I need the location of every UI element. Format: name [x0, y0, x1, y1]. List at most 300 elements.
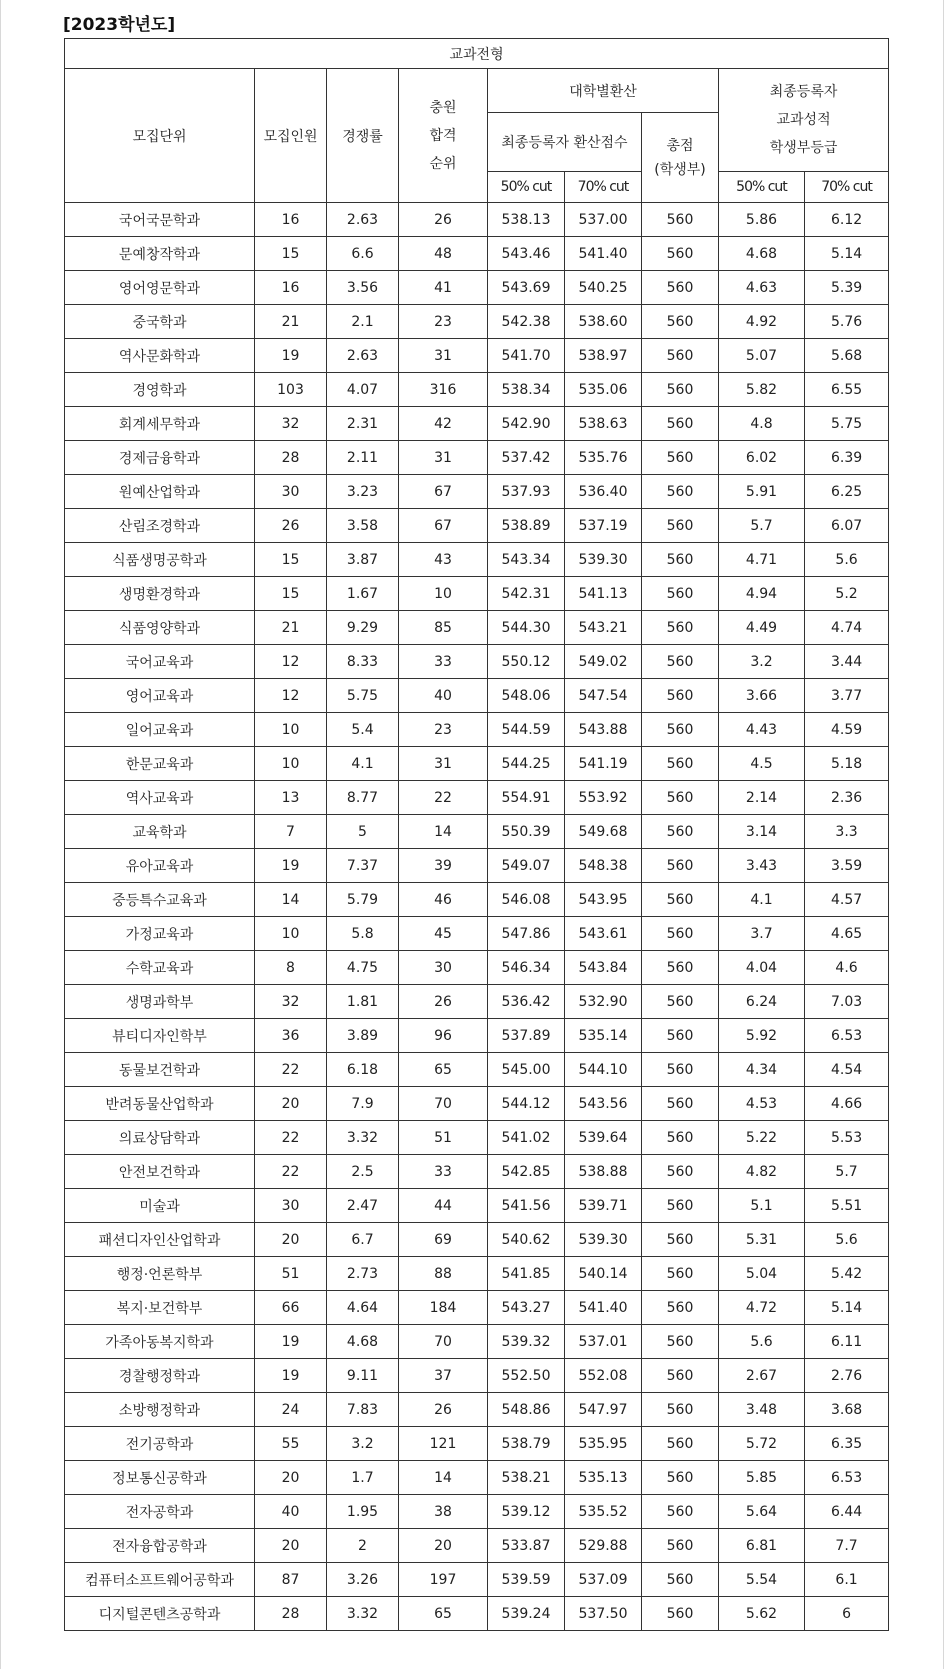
competition-cell: 5 — [327, 815, 399, 849]
dept-cell: 식품생명공학과 — [65, 543, 255, 577]
rank-cell: 70 — [399, 1325, 488, 1359]
table-row — [65, 815, 889, 849]
score-cut70-cell: 537.19 — [565, 509, 642, 543]
grade-cut70-cell: 6.55 — [805, 373, 889, 407]
rank-cell: 26 — [399, 1393, 488, 1427]
grade-cut50-cell: 4.92 — [719, 305, 805, 339]
header-group: 교과전형 — [65, 39, 889, 69]
rank-cell: 23 — [399, 305, 488, 339]
grade-cut70-cell: 6.35 — [805, 1427, 889, 1461]
score-cut50-cell: 536.42 — [488, 985, 565, 1019]
table-row — [65, 1087, 889, 1121]
grade-cut50-cell: 6.02 — [719, 441, 805, 475]
grade-cut50-cell: 5.04 — [719, 1257, 805, 1291]
total-cell: 560 — [642, 747, 719, 781]
competition-cell: 5.4 — [327, 713, 399, 747]
quota-cell: 19 — [255, 1325, 327, 1359]
score-cut70-cell: 541.40 — [565, 237, 642, 271]
table-row — [65, 713, 889, 747]
total-cell: 560 — [642, 985, 719, 1019]
grade-cut70-cell: 4.65 — [805, 917, 889, 951]
quota-cell: 14 — [255, 883, 327, 917]
rank-cell: 88 — [399, 1257, 488, 1291]
competition-cell: 3.56 — [327, 271, 399, 305]
quota-cell: 20 — [255, 1223, 327, 1257]
dept-cell: 가족아동복지학과 — [65, 1325, 255, 1359]
score-cut50-cell: 546.08 — [488, 883, 565, 917]
score-cut70-cell: 548.38 — [565, 849, 642, 883]
score-cut70-cell: 536.40 — [565, 475, 642, 509]
dept-cell: 전자공학과 — [65, 1495, 255, 1529]
dept-cell: 식품영양학과 — [65, 611, 255, 645]
dept-cell: 경영학과 — [65, 373, 255, 407]
score-cut70-cell: 538.88 — [565, 1155, 642, 1189]
header-total — [642, 113, 719, 203]
score-cut50-cell: 547.86 — [488, 917, 565, 951]
dept-cell: 안전보건학과 — [65, 1155, 255, 1189]
quota-cell: 55 — [255, 1427, 327, 1461]
grade-cut50-cell: 3.7 — [719, 917, 805, 951]
quota-cell: 28 — [255, 1597, 327, 1631]
quota-cell: 15 — [255, 543, 327, 577]
dept-cell: 뷰티디자인학부 — [65, 1019, 255, 1053]
total-cell: 560 — [642, 305, 719, 339]
competition-cell: 7.83 — [327, 1393, 399, 1427]
table-row — [65, 271, 889, 305]
grade-cut50-cell: 3.14 — [719, 815, 805, 849]
table-row — [65, 679, 889, 713]
table-row — [65, 917, 889, 951]
quota-cell: 36 — [255, 1019, 327, 1053]
score-cut70-cell: 532.90 — [565, 985, 642, 1019]
total-cell: 560 — [642, 1495, 719, 1529]
dept-cell: 영어교육과 — [65, 679, 255, 713]
score-cut50-cell: 550.39 — [488, 815, 565, 849]
grade-cut50-cell: 5.86 — [719, 203, 805, 237]
header-final-score: 최종등록자 환산점수 — [488, 113, 642, 172]
total-cell: 560 — [642, 1427, 719, 1461]
header-grade-cut50: 50% cut — [719, 172, 805, 203]
header-total-line1: 총점 — [666, 137, 694, 154]
score-cut50-cell: 543.27 — [488, 1291, 565, 1325]
grade-cut50-cell: 5.92 — [719, 1019, 805, 1053]
score-cut70-cell: 543.21 — [565, 611, 642, 645]
grade-cut50-cell: 2.67 — [719, 1359, 805, 1393]
table-row — [65, 509, 889, 543]
rank-cell: 46 — [399, 883, 488, 917]
score-cut50-cell: 538.79 — [488, 1427, 565, 1461]
quota-cell: 13 — [255, 781, 327, 815]
rank-cell: 20 — [399, 1529, 488, 1563]
score-cut50-cell: 554.91 — [488, 781, 565, 815]
header-univ-conv: 대학별환산 — [488, 69, 719, 113]
table-row — [65, 1223, 889, 1257]
grade-cut50-cell: 4.53 — [719, 1087, 805, 1121]
competition-cell: 6.6 — [327, 237, 399, 271]
grade-cut70-cell: 3.59 — [805, 849, 889, 883]
score-cut70-cell: 553.92 — [565, 781, 642, 815]
competition-cell: 2.63 — [327, 339, 399, 373]
quota-cell: 32 — [255, 985, 327, 1019]
competition-cell: 1.95 — [327, 1495, 399, 1529]
score-cut50-cell: 544.12 — [488, 1087, 565, 1121]
table-row — [65, 1393, 889, 1427]
competition-cell: 8.77 — [327, 781, 399, 815]
total-cell: 560 — [642, 917, 719, 951]
competition-cell: 9.29 — [327, 611, 399, 645]
table-row — [65, 1427, 889, 1461]
dept-cell: 디지털콘텐츠공학과 — [65, 1597, 255, 1631]
score-cut70-cell: 539.30 — [565, 1223, 642, 1257]
score-cut70-cell: 535.95 — [565, 1427, 642, 1461]
score-cut50-cell: 552.50 — [488, 1359, 565, 1393]
competition-cell: 3.32 — [327, 1121, 399, 1155]
competition-cell: 3.26 — [327, 1563, 399, 1597]
table-row — [65, 1053, 889, 1087]
grade-cut50-cell: 4.5 — [719, 747, 805, 781]
total-cell: 560 — [642, 1019, 719, 1053]
score-cut50-cell: 537.42 — [488, 441, 565, 475]
dept-cell: 동물보건학과 — [65, 1053, 255, 1087]
header-rank-line1: 충원 — [429, 99, 457, 116]
grade-cut70-cell: 7.7 — [805, 1529, 889, 1563]
table-row — [65, 1121, 889, 1155]
grade-cut70-cell: 4.74 — [805, 611, 889, 645]
grade-cut50-cell: 5.07 — [719, 339, 805, 373]
grade-cut70-cell: 5.14 — [805, 237, 889, 271]
score-cut50-cell: 549.07 — [488, 849, 565, 883]
total-cell: 560 — [642, 509, 719, 543]
table-row — [65, 951, 889, 985]
rank-cell: 44 — [399, 1189, 488, 1223]
score-cut50-cell: 545.00 — [488, 1053, 565, 1087]
header-total-line2: (학생부) — [654, 161, 706, 178]
score-cut50-cell: 540.62 — [488, 1223, 565, 1257]
score-cut70-cell: 543.56 — [565, 1087, 642, 1121]
score-cut70-cell: 547.54 — [565, 679, 642, 713]
score-cut70-cell: 535.06 — [565, 373, 642, 407]
score-cut70-cell: 535.14 — [565, 1019, 642, 1053]
dept-cell: 가정교육과 — [65, 917, 255, 951]
header-score-cut70: 70% cut — [565, 172, 642, 203]
rank-cell: 65 — [399, 1597, 488, 1631]
competition-cell: 4.64 — [327, 1291, 399, 1325]
dept-cell: 경찰행정학과 — [65, 1359, 255, 1393]
rank-cell: 23 — [399, 713, 488, 747]
score-cut50-cell: 550.12 — [488, 645, 565, 679]
header-rank-line2: 합격 — [429, 127, 457, 144]
rank-cell: 316 — [399, 373, 488, 407]
competition-cell: 5.75 — [327, 679, 399, 713]
total-cell: 560 — [642, 645, 719, 679]
grade-cut50-cell: 4.34 — [719, 1053, 805, 1087]
quota-cell: 10 — [255, 747, 327, 781]
dept-cell: 유아교육과 — [65, 849, 255, 883]
rank-cell: 67 — [399, 509, 488, 543]
grade-cut50-cell: 3.43 — [719, 849, 805, 883]
competition-cell: 2.73 — [327, 1257, 399, 1291]
quota-cell: 7 — [255, 815, 327, 849]
competition-cell: 3.2 — [327, 1427, 399, 1461]
rank-cell: 184 — [399, 1291, 488, 1325]
score-cut70-cell: 540.25 — [565, 271, 642, 305]
score-cut70-cell: 535.52 — [565, 1495, 642, 1529]
grade-cut70-cell: 5.51 — [805, 1189, 889, 1223]
quota-cell: 21 — [255, 305, 327, 339]
total-cell: 560 — [642, 849, 719, 883]
total-cell: 560 — [642, 951, 719, 985]
quota-cell: 26 — [255, 509, 327, 543]
grade-cut50-cell: 4.72 — [719, 1291, 805, 1325]
total-cell: 560 — [642, 1359, 719, 1393]
quota-cell: 10 — [255, 917, 327, 951]
score-cut50-cell: 533.87 — [488, 1529, 565, 1563]
rank-cell: 22 — [399, 781, 488, 815]
grade-cut70-cell: 4.57 — [805, 883, 889, 917]
header-rank — [399, 69, 488, 203]
total-cell: 560 — [642, 1087, 719, 1121]
grade-cut70-cell: 6.53 — [805, 1461, 889, 1495]
competition-cell: 4.68 — [327, 1325, 399, 1359]
header-final-grade — [719, 69, 889, 172]
grade-cut50-cell: 4.04 — [719, 951, 805, 985]
total-cell: 560 — [642, 407, 719, 441]
rank-cell: 37 — [399, 1359, 488, 1393]
competition-cell: 6.18 — [327, 1053, 399, 1087]
rank-cell: 69 — [399, 1223, 488, 1257]
rank-cell: 96 — [399, 1019, 488, 1053]
dept-cell: 한문교육과 — [65, 747, 255, 781]
grade-cut50-cell: 6.24 — [719, 985, 805, 1019]
quota-cell: 22 — [255, 1155, 327, 1189]
total-cell: 560 — [642, 1529, 719, 1563]
grade-cut50-cell: 5.7 — [719, 509, 805, 543]
table-row — [65, 1597, 889, 1631]
table-row — [65, 1325, 889, 1359]
rank-cell: 31 — [399, 747, 488, 781]
table-row — [65, 611, 889, 645]
grade-cut50-cell: 5.62 — [719, 1597, 805, 1631]
grade-cut70-cell: 2.36 — [805, 781, 889, 815]
score-cut70-cell: 552.08 — [565, 1359, 642, 1393]
score-cut70-cell: 538.60 — [565, 305, 642, 339]
total-cell: 560 — [642, 1393, 719, 1427]
score-cut70-cell: 535.76 — [565, 441, 642, 475]
rank-cell: 67 — [399, 475, 488, 509]
total-cell: 560 — [642, 373, 719, 407]
total-cell: 560 — [642, 543, 719, 577]
header-rank-line3: 순위 — [429, 155, 457, 172]
quota-cell: 16 — [255, 203, 327, 237]
grade-cut70-cell: 6.11 — [805, 1325, 889, 1359]
table-row — [65, 849, 889, 883]
score-cut50-cell: 543.34 — [488, 543, 565, 577]
score-cut70-cell: 540.14 — [565, 1257, 642, 1291]
competition-cell: 2.31 — [327, 407, 399, 441]
table-row — [65, 577, 889, 611]
rank-cell: 45 — [399, 917, 488, 951]
rank-cell: 33 — [399, 1155, 488, 1189]
dept-cell: 패션디자인산업학과 — [65, 1223, 255, 1257]
table-row — [65, 1189, 889, 1223]
competition-cell: 2.47 — [327, 1189, 399, 1223]
competition-cell: 3.32 — [327, 1597, 399, 1631]
total-cell: 560 — [642, 271, 719, 305]
dept-cell: 중등특수교육과 — [65, 883, 255, 917]
header-final-grade-line2: 교과성적 — [776, 112, 831, 128]
rank-cell: 51 — [399, 1121, 488, 1155]
dept-cell: 산림조경학과 — [65, 509, 255, 543]
total-cell: 560 — [642, 1563, 719, 1597]
grade-cut70-cell: 3.77 — [805, 679, 889, 713]
table-row — [65, 1461, 889, 1495]
quota-cell: 22 — [255, 1121, 327, 1155]
score-cut50-cell: 541.85 — [488, 1257, 565, 1291]
quota-cell: 30 — [255, 475, 327, 509]
grade-cut70-cell: 5.14 — [805, 1291, 889, 1325]
grade-cut70-cell: 5.75 — [805, 407, 889, 441]
score-cut50-cell: 542.38 — [488, 305, 565, 339]
rank-cell: 65 — [399, 1053, 488, 1087]
rank-cell: 43 — [399, 543, 488, 577]
dept-cell: 전자융합공학과 — [65, 1529, 255, 1563]
total-cell: 560 — [642, 237, 719, 271]
quota-cell: 20 — [255, 1087, 327, 1121]
total-cell: 560 — [642, 1257, 719, 1291]
score-cut70-cell: 537.00 — [565, 203, 642, 237]
table-body — [65, 203, 889, 1631]
score-cut50-cell: 538.13 — [488, 203, 565, 237]
total-cell: 560 — [642, 475, 719, 509]
table-row — [65, 645, 889, 679]
dept-cell: 역사교육과 — [65, 781, 255, 815]
quota-cell: 32 — [255, 407, 327, 441]
table-row — [65, 1529, 889, 1563]
score-cut70-cell: 538.63 — [565, 407, 642, 441]
table-row — [65, 373, 889, 407]
total-cell: 560 — [642, 1291, 719, 1325]
quota-cell: 103 — [255, 373, 327, 407]
rank-cell: 26 — [399, 985, 488, 1019]
competition-cell: 1.7 — [327, 1461, 399, 1495]
table-row — [65, 985, 889, 1019]
score-cut50-cell: 542.90 — [488, 407, 565, 441]
competition-cell: 2 — [327, 1529, 399, 1563]
table-row — [65, 1257, 889, 1291]
grade-cut70-cell: 2.76 — [805, 1359, 889, 1393]
score-cut50-cell: 538.34 — [488, 373, 565, 407]
year-title: [2023학년도] — [63, 15, 176, 35]
rank-cell: 26 — [399, 203, 488, 237]
grade-cut50-cell: 4.63 — [719, 271, 805, 305]
grade-cut70-cell: 5.76 — [805, 305, 889, 339]
total-cell: 560 — [642, 815, 719, 849]
total-cell: 560 — [642, 1597, 719, 1631]
grade-cut50-cell: 5.64 — [719, 1495, 805, 1529]
header-final-grade-line3: 학생부등급 — [769, 140, 838, 156]
grade-cut70-cell: 5.6 — [805, 1223, 889, 1257]
grade-cut50-cell: 5.22 — [719, 1121, 805, 1155]
grade-cut50-cell: 3.48 — [719, 1393, 805, 1427]
grade-cut50-cell: 4.82 — [719, 1155, 805, 1189]
dept-cell: 전기공학과 — [65, 1427, 255, 1461]
total-cell: 560 — [642, 713, 719, 747]
score-cut70-cell: 547.97 — [565, 1393, 642, 1427]
dept-cell: 의료상담학과 — [65, 1121, 255, 1155]
dept-cell: 미술과 — [65, 1189, 255, 1223]
table-row — [65, 1563, 889, 1597]
rank-cell: 85 — [399, 611, 488, 645]
table-row — [65, 883, 889, 917]
table-row — [65, 1155, 889, 1189]
header-grade-cut70: 70% cut — [805, 172, 889, 203]
table-row — [65, 1359, 889, 1393]
table-row — [65, 237, 889, 271]
grade-cut70-cell: 5.18 — [805, 747, 889, 781]
page-border-left — [0, 0, 1, 1669]
quota-cell: 15 — [255, 577, 327, 611]
rank-cell: 42 — [399, 407, 488, 441]
grade-cut70-cell: 5.39 — [805, 271, 889, 305]
score-cut50-cell: 539.12 — [488, 1495, 565, 1529]
score-cut50-cell: 541.56 — [488, 1189, 565, 1223]
score-cut50-cell: 539.24 — [488, 1597, 565, 1631]
grade-cut70-cell: 6.07 — [805, 509, 889, 543]
grade-cut50-cell: 5.91 — [719, 475, 805, 509]
header-score-cut50: 50% cut — [488, 172, 565, 203]
competition-cell: 3.87 — [327, 543, 399, 577]
dept-cell: 일어교육과 — [65, 713, 255, 747]
quota-cell: 28 — [255, 441, 327, 475]
grade-cut50-cell: 5.1 — [719, 1189, 805, 1223]
table-row — [65, 543, 889, 577]
competition-cell: 1.67 — [327, 577, 399, 611]
dept-cell: 경제금융학과 — [65, 441, 255, 475]
competition-cell: 6.7 — [327, 1223, 399, 1257]
score-cut70-cell: 537.50 — [565, 1597, 642, 1631]
quota-cell: 19 — [255, 1359, 327, 1393]
score-cut50-cell: 543.46 — [488, 237, 565, 271]
competition-cell: 3.89 — [327, 1019, 399, 1053]
grade-cut70-cell: 3.3 — [805, 815, 889, 849]
header-final-grade-line1: 최종등록자 — [769, 84, 838, 100]
score-cut50-cell: 542.31 — [488, 577, 565, 611]
score-cut70-cell: 541.13 — [565, 577, 642, 611]
quota-cell: 19 — [255, 339, 327, 373]
header-quota: 모집인원 — [255, 69, 327, 203]
score-cut70-cell: 539.71 — [565, 1189, 642, 1223]
rank-cell: 41 — [399, 271, 488, 305]
table-row — [65, 747, 889, 781]
rank-cell: 48 — [399, 237, 488, 271]
score-cut70-cell: 535.13 — [565, 1461, 642, 1495]
competition-cell: 1.81 — [327, 985, 399, 1019]
dept-cell: 반려동물산업학과 — [65, 1087, 255, 1121]
total-cell: 560 — [642, 1121, 719, 1155]
grade-cut70-cell: 6 — [805, 1597, 889, 1631]
total-cell: 560 — [642, 577, 719, 611]
score-cut70-cell: 549.02 — [565, 645, 642, 679]
grade-cut70-cell: 6.44 — [805, 1495, 889, 1529]
quota-cell: 10 — [255, 713, 327, 747]
score-cut50-cell: 543.69 — [488, 271, 565, 305]
grade-cut70-cell: 4.6 — [805, 951, 889, 985]
grade-cut50-cell: 4.94 — [719, 577, 805, 611]
grade-cut70-cell: 3.44 — [805, 645, 889, 679]
admission-results-table — [64, 38, 889, 1631]
quota-cell: 24 — [255, 1393, 327, 1427]
rank-cell: 10 — [399, 577, 488, 611]
